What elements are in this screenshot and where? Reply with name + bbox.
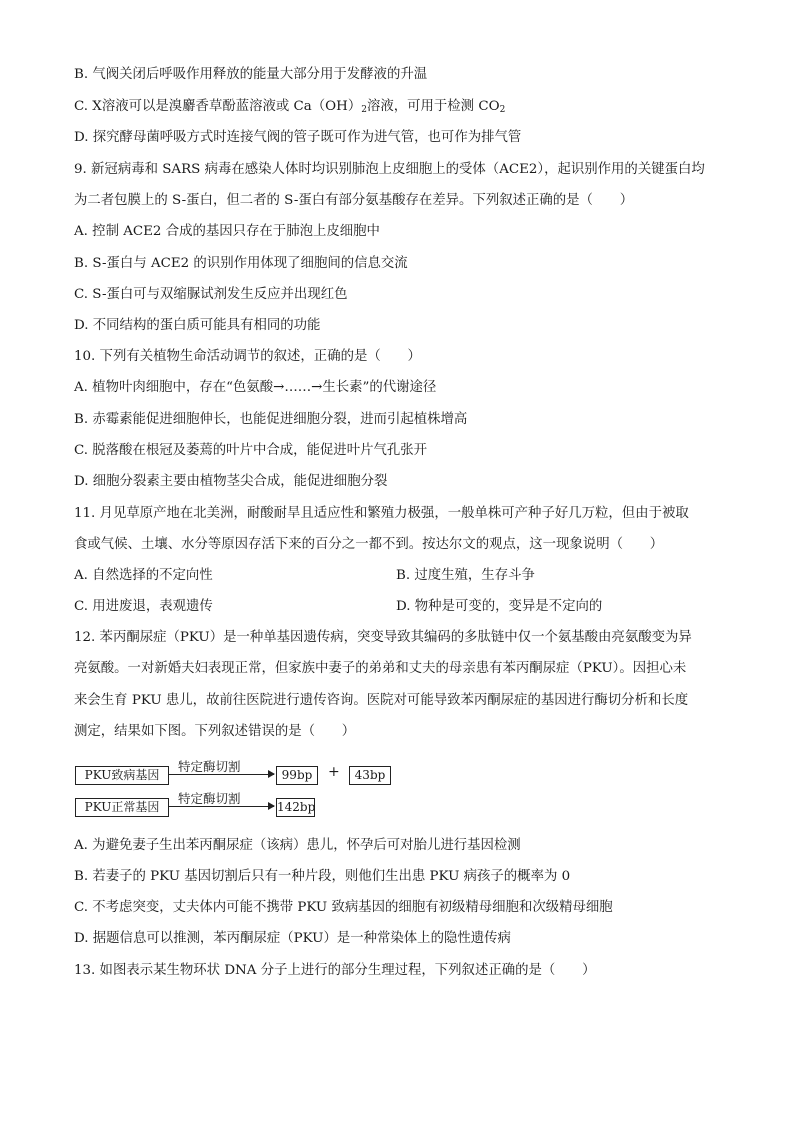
q12-option-c: C. 不考虑突变，丈夫体内可能不携带 PKU 致病基因的细胞有初级精母细胞和次级精母细胞 <box>74 900 613 915</box>
q12-option-b: B. 若妻子的 PKU 基因切割后只有一种片段，则他们生出患 PKU 病孩子的概率为 0 <box>74 869 571 884</box>
q10-option-a: A. 植物叶肉细胞中，存在“色氨酸→……→生长素”的代谢途径 <box>74 380 437 395</box>
q12-stem-line-4: 测定，结果如下图。下列叙述错误的是（ ） <box>74 724 356 739</box>
q10-stem: 10. 下列有关植物生命活动调节的叙述，正确的是（ ） <box>74 349 421 364</box>
arrow-1 <box>168 774 274 775</box>
arrow-2 <box>168 806 274 807</box>
plus-sign: + <box>328 764 340 780</box>
fragment-142bp-box: 142bp <box>276 798 315 817</box>
enzyme-cut-label-2: 特定酶切割 <box>178 791 241 806</box>
pku-disease-gene-box: PKU致病基因 <box>75 766 169 785</box>
q12-option-d: D. 据题信息可以推测，苯丙酮尿症（PKU）是一种常染体上的隐性遗传病 <box>74 931 511 946</box>
q10-option-b: B. 赤霉素能促进细胞伸长，也能促进细胞分裂，进而引起植株增高 <box>74 412 468 427</box>
q8-option-b: B. 气阀关闭后呼吸作用释放的能量大部分用于发酵液的升温 <box>74 67 428 82</box>
q10-option-c: C. 脱落酸在根冠及萎蔫的叶片中合成，能促进叶片气孔张开 <box>74 443 428 458</box>
q13-stem: 13. 如图表示某生物环状 DNA 分子上进行的部分生理过程，下列叙述正确的是（ ） <box>74 963 596 978</box>
q11-stem-line-2: 食或气候、土壤、水分等原因存活下来的百分之一都不到。按达尔文的观点，这一现象说明（ ） <box>74 537 664 552</box>
q9-option-d: D. 不同结构的蛋白质可能具有相同的功能 <box>74 318 321 333</box>
q9-stem-line-1: 9. 新冠病毒和 SARS 病毒在感染人体时均识别肺泡上皮细胞上的受体（ACE2），起识别作用的关键蛋白均 <box>74 162 705 177</box>
q12-stem-line-1: 12. 苯丙酮尿症（PKU）是一种单基因遗传病，突变导致其编码的多肽链中仅一个氨基酸由亮氨酸变为异 <box>74 630 692 645</box>
q8-option-c-text-2: 溶液，可用于检测 CO <box>366 99 500 114</box>
q8-option-c-text: C. X溶液可以是溴麝香草酚蓝溶液或 Ca（OH） <box>74 99 362 114</box>
q9-option-b: B. S-蛋白与 ACE2 的识别作用体现了细胞间的信息交流 <box>74 256 408 271</box>
q11-option-b: B. 过度生殖，生存斗争 <box>396 568 535 583</box>
pku-normal-gene-box: PKU正常基因 <box>75 798 169 817</box>
q11-stem-line-1: 11. 月见草原产地在北美洲，耐酸耐旱且适应性和繁殖力极强，一般单株可产种子好几万粒，但由于被取 <box>74 506 689 521</box>
q8-option-c-subscript-2: 2 <box>499 105 506 115</box>
q9-stem-line-2: 为二者包膜上的 S-蛋白，但二者的 S-蛋白有部分氨基酸存在差异。下列叙述正确的是（ ） <box>74 193 634 208</box>
q11-option-a: A. 自然选择的不定向性 <box>74 568 213 583</box>
q8-option-c-subscript: 2 <box>361 105 367 115</box>
q9-option-a: A. 控制 ACE2 合成的基因只存在于肺泡上皮细胞中 <box>74 224 380 239</box>
q11-option-c: C. 用进废退，表观遗传 <box>74 599 213 614</box>
q8-option-d: D. 探究酵母菌呼吸方式时连接气阀的管子既可作为进气管，也可作为排气管 <box>74 130 522 145</box>
q10-option-d: D. 细胞分裂素主要由植物茎尖合成，能促进细胞分裂 <box>74 474 388 489</box>
q9-option-c: C. S-蛋白可与双缩脲试剂发生反应并出现红色 <box>74 287 348 302</box>
q8-option-c <box>74 98 505 116</box>
fragment-43bp-box: 43bp <box>349 766 391 785</box>
q11-option-d: D. 物种是可变的，变异是不定向的 <box>396 599 603 614</box>
fragment-99bp-box: 99bp <box>276 766 318 785</box>
q12-option-a: A. 为避免妻子生出苯丙酮尿症（该病）患儿，怀孕后可对胎儿进行基因检测 <box>74 838 521 853</box>
q12-stem-line-3: 来会生育 PKU 患儿，故前往医院进行遗传咨询。医院对可能导致苯丙酮尿症的基因进行酶切分析和长度 <box>74 693 689 708</box>
q12-stem-line-2: 亮氨酸。一对新婚夫妇表现正常，但家族中妻子的弟弟和丈夫的母亲患有苯丙酮尿症（PKU）。因担心未 <box>74 661 687 676</box>
enzyme-cut-label-1: 特定酶切割 <box>178 759 241 774</box>
